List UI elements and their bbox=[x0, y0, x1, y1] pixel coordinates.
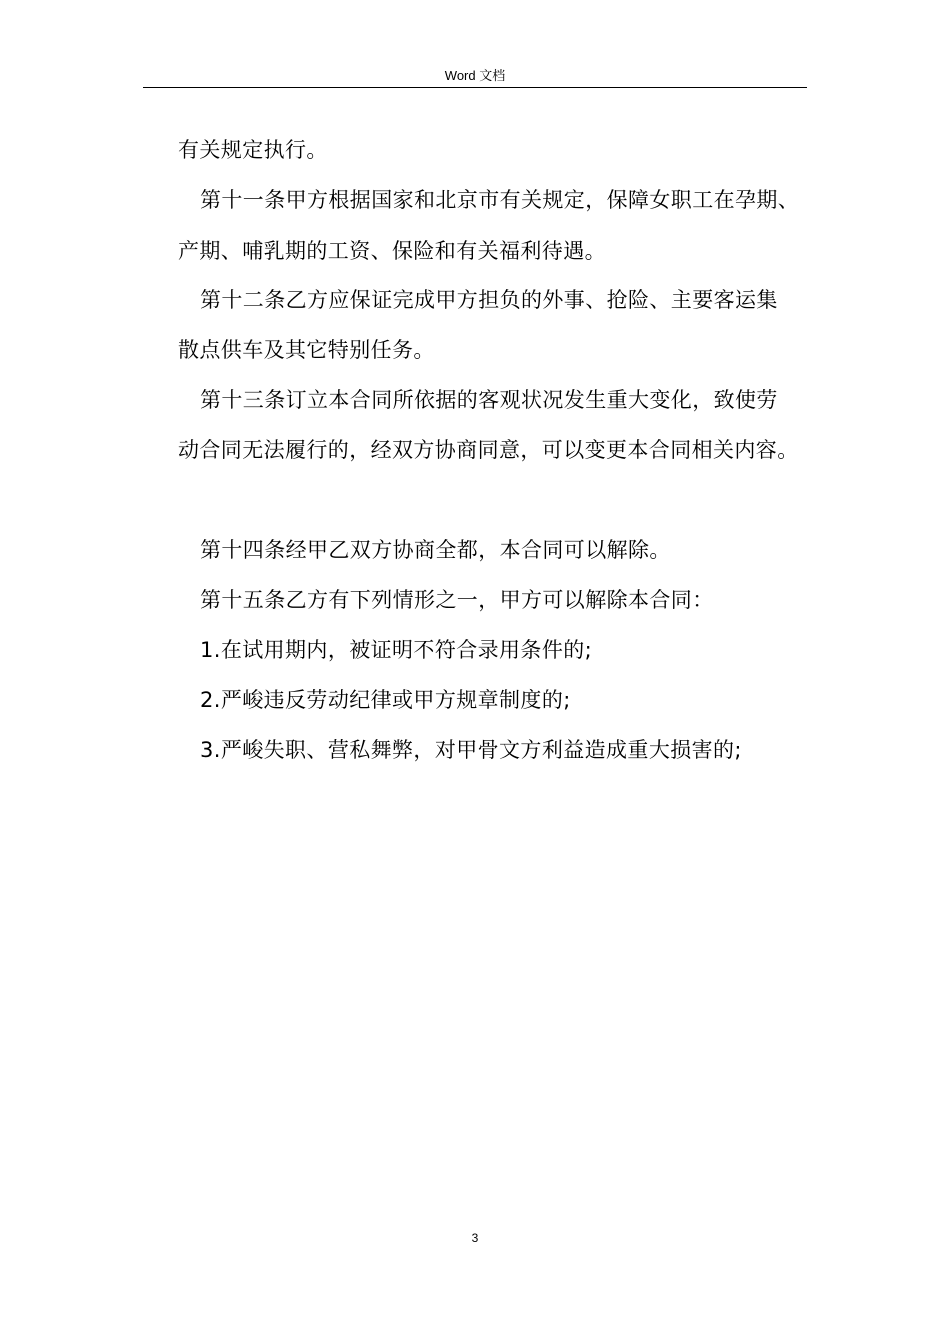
article-13-line-2: 动合同无法履行的，经双方协商同意，可以变更本合同相关内容。 bbox=[178, 438, 799, 462]
article-13-line-1: 第十三条订立本合同所依据的客观状况发生重大变化，致使劳 bbox=[200, 388, 778, 412]
text-line: 有关规定执行。 bbox=[178, 138, 328, 162]
article-12-line-1: 第十二条乙方应保证完成甲方担负的外事、抢险、主要客运集 bbox=[200, 288, 778, 312]
list-item-2: 2.严峻违反劳动纪律或甲方规章制度的; bbox=[200, 688, 571, 712]
article-15-line: 第十五条乙方有下列情形之一，甲方可以解除本合同： bbox=[200, 588, 714, 612]
article-11-line-2: 产期、哺乳期的工资、保险和有关福利待遇。 bbox=[178, 239, 606, 263]
list-item-3: 3.严峻失职、营私舞弊，对甲骨文方利益造成重大损害的; bbox=[200, 738, 742, 762]
header-divider bbox=[143, 87, 807, 88]
page-header: Word 文档 bbox=[444, 68, 506, 83]
article-11-line-1: 第十一条甲方根据国家和北京市有关规定，保障女职工在孕期、 bbox=[200, 188, 800, 212]
article-14-line: 第十四条经甲乙双方协商全都，本合同可以解除。 bbox=[200, 538, 671, 562]
page-number: 3 bbox=[471, 1231, 479, 1245]
article-12-line-2: 散点供车及其它特别任务。 bbox=[178, 338, 435, 362]
list-item-1: 1.在试用期内，被证明不符合录用条件的; bbox=[200, 638, 593, 662]
